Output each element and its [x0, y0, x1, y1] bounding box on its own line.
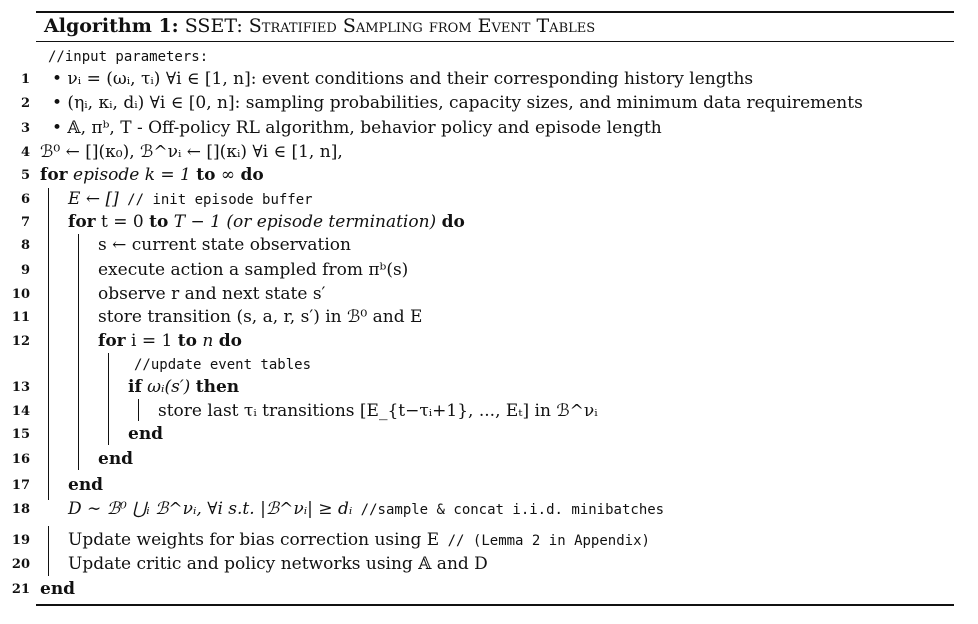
line-text: • 𝔸, πᵇ, T - Off-policy RL algorithm, behavior policy and episode length [52, 118, 662, 138]
end-for-episode: end [40, 579, 76, 599]
line-number: 21 [11, 582, 30, 597]
title-rule [36, 41, 954, 42]
algorithm-title: Algorithm 1: SSET: Stratified Sampling from Event Tables [44, 15, 596, 37]
line-number: 16 [11, 452, 30, 467]
line-number: 8 [20, 238, 30, 253]
if-line: if ωᵢ(s′) then [128, 377, 240, 397]
line-text: s ← current state observation [98, 235, 351, 255]
for-t-line: for t = 0 to T − 1 (or episode termination) do [68, 212, 465, 232]
line-number: 7 [20, 215, 30, 230]
line-number: 3 [20, 121, 30, 136]
block-bar-episode-tail [48, 526, 49, 576]
line-number: 2 [20, 96, 30, 111]
line-number: 4 [20, 145, 30, 160]
line-number: 20 [11, 557, 30, 572]
line-number: 11 [11, 310, 30, 325]
line-text: • νᵢ = (ωᵢ, τᵢ) ∀i ∈ [1, n]: event conditions and their corresponding history lengths [52, 69, 754, 89]
end-for-t: end [68, 475, 104, 495]
line-text: execute action a sampled from πᵇ(s) [98, 260, 409, 280]
block-bar-t [78, 234, 79, 470]
line-number: 19 [11, 533, 30, 548]
comment-input-params: //input parameters: [48, 49, 209, 65]
bottom-rule [36, 604, 954, 606]
line-number: 9 [20, 263, 30, 278]
line-number: 18 [11, 502, 30, 517]
block-bar-episode [48, 188, 49, 500]
line-text: ℬ⁰ ← [](κ₀), ℬ^νᵢ ← [](κᵢ) ∀i ∈ [1, n], [40, 142, 343, 162]
line-text: D ∼ ℬ⁰ ⋃ᵢ ℬ^νᵢ, ∀i s.t. |ℬ^νᵢ| ≥ dᵢ //sample & concat i.i.d. minibatches [68, 499, 665, 519]
line-text: • (ηᵢ, κᵢ, dᵢ) ∀i ∈ [0, n]: sampling probabilities, capacity sizes, and minimum data requirements [52, 93, 863, 113]
line-text: Update critic and policy networks using 𝔸 and D [68, 554, 488, 574]
line-number: 17 [11, 478, 30, 493]
top-rule [36, 11, 954, 13]
line-text: E ← [] // init episode buffer [68, 189, 313, 209]
line-number: 15 [11, 427, 30, 442]
line-number: 6 [20, 192, 30, 207]
end-if: end [128, 424, 164, 444]
line-number: 14 [11, 404, 30, 419]
line-text: observe r and next state s′ [98, 284, 326, 304]
line-number: 13 [11, 380, 30, 395]
line-number: 12 [11, 334, 30, 349]
block-bar-i [108, 353, 109, 445]
line-number: 10 [11, 287, 30, 302]
block-bar-if [138, 399, 139, 421]
for-i-line: for i = 1 to n do [98, 331, 242, 351]
line-text: store transition (s, a, r, s′) in ℬ⁰ and E [98, 307, 423, 327]
end-for-i: end [98, 449, 134, 469]
line-text: Update weights for bias correction using E // (Lemma 2 in Appendix) [68, 530, 650, 550]
line-number: 5 [20, 168, 30, 183]
for-episode-line: for episode k = 1 to ∞ do [40, 165, 264, 185]
line-number: 1 [20, 72, 30, 87]
comment-update-event-tables: //update event tables [134, 357, 312, 373]
line-text: store last τᵢ transitions [E_{t−τᵢ+1}, ..., Eₜ] in ℬ^νᵢ [158, 401, 598, 421]
